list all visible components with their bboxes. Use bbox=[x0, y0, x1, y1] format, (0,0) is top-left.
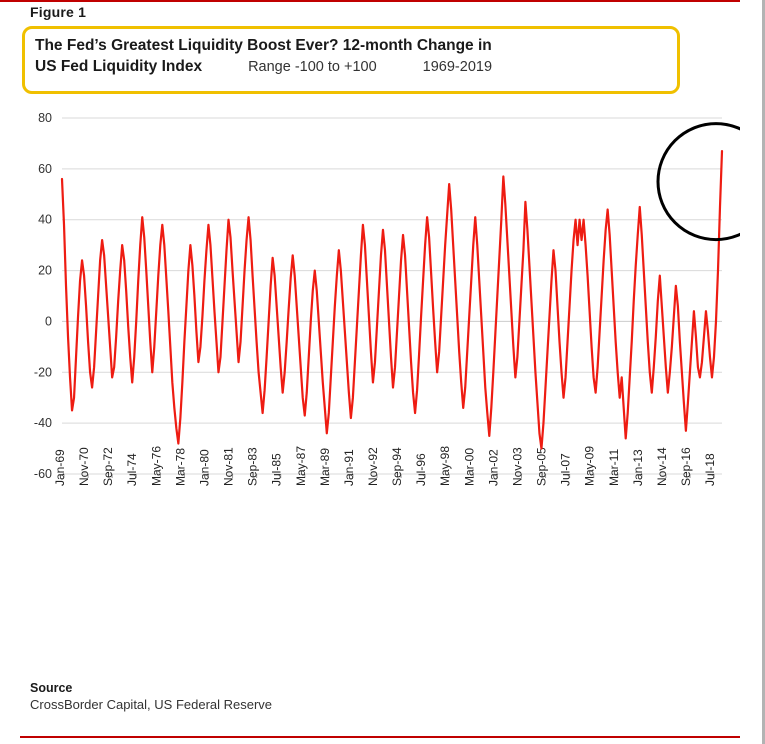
svg-text:60: 60 bbox=[38, 161, 52, 176]
liquidity-index-line bbox=[62, 151, 722, 449]
svg-text:Nov-03: Nov-03 bbox=[510, 447, 525, 486]
svg-text:Jul-07: Jul-07 bbox=[558, 453, 573, 486]
svg-text:Sep-72: Sep-72 bbox=[101, 447, 116, 486]
svg-text:May-87: May-87 bbox=[293, 445, 308, 486]
svg-text:-40: -40 bbox=[33, 416, 52, 431]
svg-text:May-98: May-98 bbox=[438, 445, 453, 486]
svg-text:Mar-11: Mar-11 bbox=[606, 448, 621, 486]
y-axis-tick-labels bbox=[34, 111, 52, 481]
figure-label: Figure 1 bbox=[30, 4, 87, 20]
svg-text:Sep-94: Sep-94 bbox=[390, 447, 405, 486]
gridlines-group bbox=[62, 118, 722, 478]
x-axis-tick-labels bbox=[53, 446, 717, 486]
top-rule bbox=[0, 0, 740, 2]
svg-text:Jul-85: Jul-85 bbox=[269, 453, 284, 486]
svg-text:0: 0 bbox=[45, 314, 52, 329]
title-line-1: The Fed’s Greatest Liquidity Boost Ever? 12-month Change in bbox=[35, 37, 492, 54]
svg-text:Jan-69: Jan-69 bbox=[53, 449, 67, 486]
title-text-group bbox=[35, 35, 675, 78]
svg-text:20: 20 bbox=[38, 263, 52, 278]
svg-text:Jan-91: Jan-91 bbox=[341, 449, 356, 486]
svg-text:80: 80 bbox=[38, 111, 52, 125]
title-line-2-main: US Fed Liquidity Index bbox=[35, 58, 203, 75]
svg-text:Sep-83: Sep-83 bbox=[245, 447, 260, 486]
svg-text:Nov-14: Nov-14 bbox=[654, 447, 669, 486]
svg-text:Nov-92: Nov-92 bbox=[366, 447, 381, 486]
svg-text:-60: -60 bbox=[33, 467, 52, 481]
chart-plot-area bbox=[0, 102, 740, 622]
svg-text:May-76: May-76 bbox=[149, 445, 164, 486]
svg-text:Jan-13: Jan-13 bbox=[630, 449, 645, 486]
svg-text:May-09: May-09 bbox=[582, 445, 597, 486]
svg-text:-20: -20 bbox=[33, 365, 52, 380]
svg-text:Jan-02: Jan-02 bbox=[486, 449, 501, 486]
chart-svg bbox=[0, 102, 740, 622]
svg-text:Mar-00: Mar-00 bbox=[462, 447, 477, 486]
svg-text:Jan-80: Jan-80 bbox=[197, 449, 212, 486]
title-range-note: Range -100 to +100 bbox=[248, 59, 377, 75]
svg-text:40: 40 bbox=[38, 212, 52, 227]
source-block bbox=[30, 680, 630, 713]
svg-text:Mar-78: Mar-78 bbox=[173, 447, 188, 486]
svg-text:Mar-89: Mar-89 bbox=[317, 447, 332, 486]
title-callout-box bbox=[22, 26, 680, 94]
source-text: CrossBorder Capital, US Federal Reserve bbox=[30, 697, 273, 712]
svg-text:Jul-96: Jul-96 bbox=[414, 453, 429, 486]
svg-text:Nov-70: Nov-70 bbox=[77, 447, 92, 486]
svg-text:Jul-18: Jul-18 bbox=[703, 453, 718, 486]
bottom-rule bbox=[20, 736, 740, 738]
title-line-2 bbox=[35, 56, 675, 78]
svg-text:Jul-74: Jul-74 bbox=[125, 453, 140, 486]
spike-annotation-circle bbox=[658, 124, 740, 240]
svg-text:Sep-16: Sep-16 bbox=[679, 447, 694, 486]
svg-text:Nov-81: Nov-81 bbox=[221, 447, 236, 486]
source-heading: Source bbox=[30, 681, 73, 695]
svg-text:Sep-05: Sep-05 bbox=[534, 447, 549, 486]
title-period-note: 1969-2019 bbox=[422, 59, 493, 75]
